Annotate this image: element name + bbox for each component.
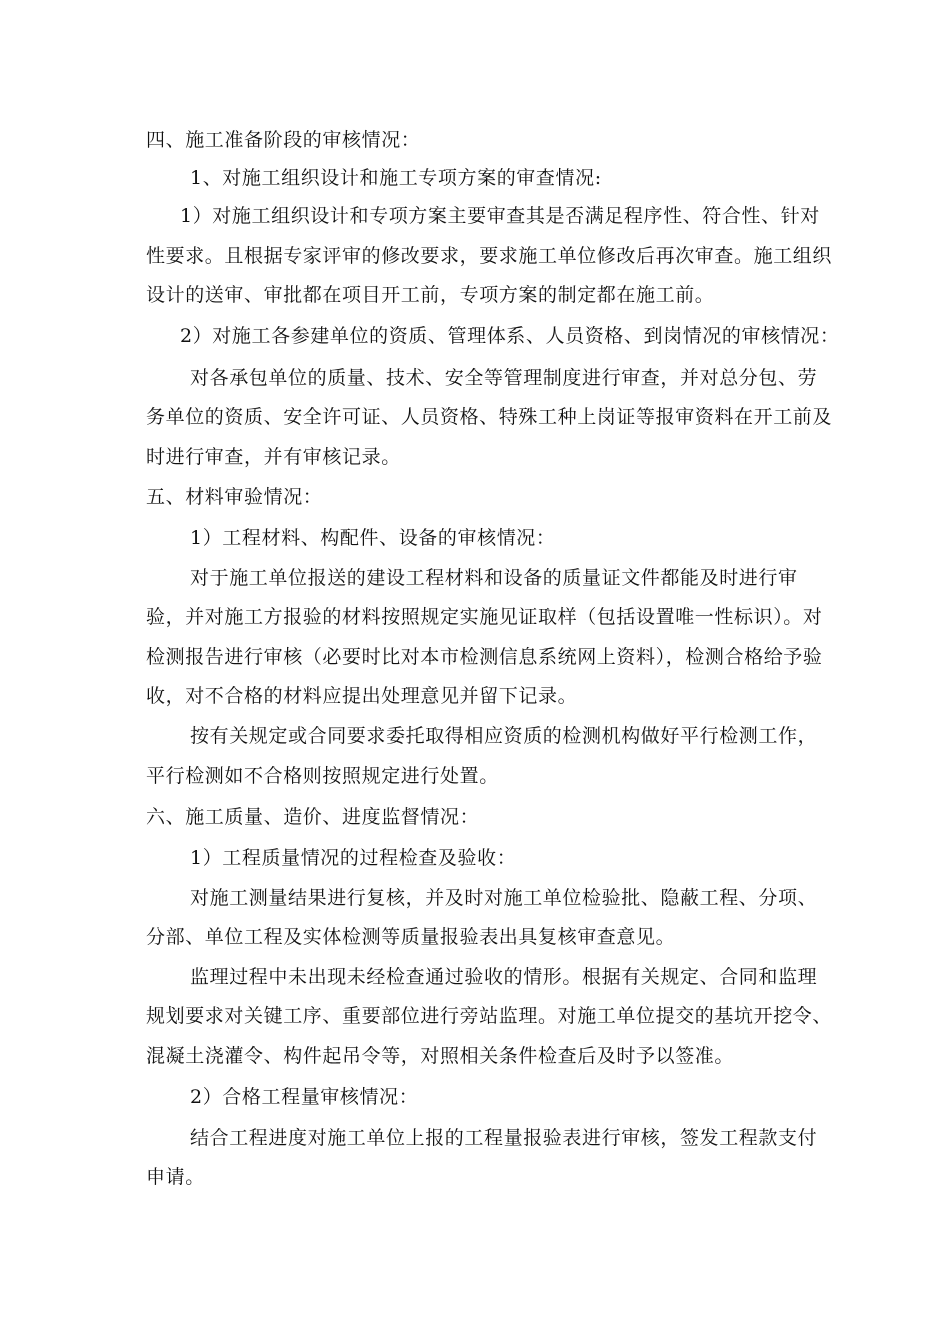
paragraph-line: 检测报告进行审核（必要时比对本市检测信息系统网上资料），检测合格给予验	[146, 646, 823, 668]
paragraph-line: 按有关规定或合同要求委托取得相应资质的检测机构做好平行检测工作，	[190, 725, 818, 747]
paragraph-line: 分部、单位工程及实体检测等质量报验表出具复核审查意见。	[146, 926, 676, 948]
paragraph-line: 平行检测如不合格则按照规定进行处置。	[146, 765, 499, 787]
subsection-heading-5-1: 1）工程材料、构配件、设备的审核情况：	[190, 527, 556, 549]
paragraph-line: 收，对不合格的材料应提出处理意见并留下记录。	[146, 685, 578, 707]
paragraph-line: 性要求。且根据专家评审的修改要求，要求施工单位修改后再次审查。施工组织	[146, 245, 833, 267]
paragraph-line: 监理过程中未出现未经检查通过验收的情形。根据有关规定、合同和监理	[190, 966, 818, 988]
paragraph-line: 对施工测量结果进行复核，并及时对施工单位检验批、隐蔽工程、分项、	[190, 887, 818, 909]
paragraph-line: 规划要求对关键工序、重要部位进行旁站监理。对施工单位提交的基坑开挖令、	[146, 1005, 833, 1027]
subsection-heading-6-1: 1）工程质量情况的过程检查及验收：	[190, 847, 517, 869]
paragraph-line: 对各承包单位的质量、技术、安全等管理制度进行审查，并对总分包、劳	[190, 367, 818, 389]
section-heading-5: 五、材料审验情况：	[146, 486, 323, 508]
subsection-heading-4-1: 1、对施工组织设计和施工专项方案的审查情况:	[190, 167, 602, 189]
paragraph-line: 结合工程进度对施工单位上报的工程量报验表进行审核，签发工程款支付	[190, 1127, 818, 1149]
section-heading-6: 六、施工质量、造价、进度监督情况：	[146, 806, 480, 828]
section-heading-4: 四、施工准备阶段的审核情况：	[146, 129, 421, 151]
paragraph-line: 2）对施工各参建单位的资质、管理体系、人员资格、到岗情况的审核情况：	[180, 325, 840, 347]
subsection-heading-6-2: 2）合格工程量审核情况：	[190, 1086, 419, 1108]
paragraph-line: 对于施工单位报送的建设工程材料和设备的质量证文件都能及时进行审	[190, 567, 798, 589]
paragraph-line: 时进行审查，并有审核记录。	[146, 446, 401, 468]
paragraph-line: 申请。	[146, 1166, 205, 1188]
paragraph-line: 混凝土浇灌令、构件起吊令等，对照相关条件检查后及时予以签准。	[146, 1045, 735, 1067]
paragraph-line: 1）对施工组织设计和专项方案主要审查其是否满足程序性、符合性、针对	[180, 205, 820, 227]
paragraph-line: 验，并对施工方报验的材料按照规定实施见证取样（包括设置唯一性标识）。对	[146, 606, 823, 628]
paragraph-line: 设计的送审、审批都在项目开工前，专项方案的制定都在施工前。	[146, 284, 715, 306]
paragraph-line: 务单位的资质、安全许可证、人员资格、特殊工种上岗证等报审资料在开工前及	[146, 406, 833, 428]
